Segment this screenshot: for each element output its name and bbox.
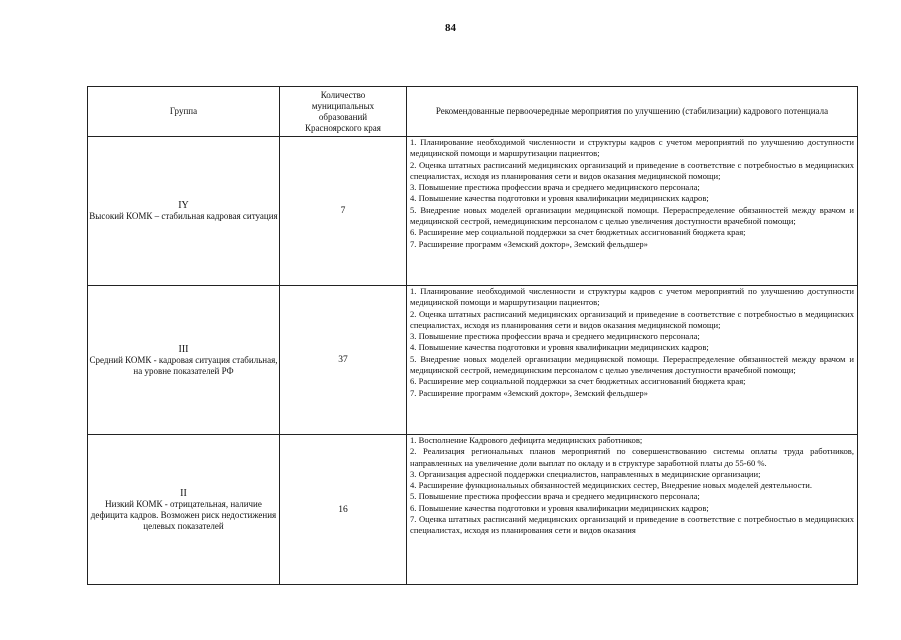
header-group: Группа (88, 87, 280, 137)
measure-item: 6. Расширение мер социальной поддержки за счет бюджетных ассигнований бюджета края; (410, 376, 746, 387)
table-row (88, 435, 858, 585)
measure-item: 5. Внедрение новых моделей организации медицинской помощи. Перераспределение обязанностей между врачом и медицинской сестрой, немедицинским персоналом с целью увеличения доступности врачебной помощи; (410, 204, 854, 227)
measure-item: 3. Организация адресной поддержки специалистов, направленных в медицинские организации; (410, 468, 761, 479)
group-roman: II (180, 487, 187, 499)
measure-item: 7. Расширение программ «Земский доктор», Земский фельдшер» (410, 387, 648, 398)
page-number: 84 (445, 22, 456, 34)
measure-item: 1. Планирование необходимой численности и структуры кадров с учетом мероприятий по улучшению доступности медицинской помощи и маршрутизации пациентов; (410, 137, 854, 159)
header-count: Количество муниципальных образований Красноярского края (280, 87, 407, 137)
group-cell (88, 137, 280, 286)
measure-item: 7. Оценка штатных расписаний медицинских организаций и приведение в соответствие с потребностью в медицинских специалистах, исходя из планирования сети и видов оказания (410, 514, 854, 536)
group-cell (88, 286, 280, 435)
measures-cell (407, 137, 858, 286)
group-roman: IY (178, 200, 189, 211)
header-measures: Рекомендованные первоочередные мероприятия по улучшению (стабилизации) кадрового потенциала (407, 87, 858, 137)
measure-item: 3. Повышение престижа профессии врача и среднего медицинского персонала; (410, 182, 700, 193)
table-row (88, 137, 858, 286)
group-roman: III (178, 343, 189, 355)
group-description: Низкий КОМК - отрицательная, наличие дефицита кадров. Возможен риск недостижения целевых показателей (90, 498, 277, 531)
measure-item: 2. Оценка штатных расписаний медицинских организаций и приведение в соответствие с потребностью в медицинских специалистах, исходя из планирования сети и видов оказания медицинской помощи; (410, 308, 854, 330)
group-description: Высокий КОМК – стабильная кадровая ситуация (89, 211, 278, 221)
measures-cell (407, 286, 858, 435)
measure-item: 7. Расширение программ «Земский доктор», Земский фельдшер» (410, 238, 648, 249)
measure-item: 1. Планирование необходимой численности и структуры кадров с учетом мероприятий по улучшению доступности медицинской помощи и маршрутизации пациентов; (410, 286, 854, 308)
group-cell (88, 435, 280, 585)
measure-item: 6. Повышение качества подготовки и уровня квалификации медицинских кадров; (410, 502, 709, 513)
table-header-row (88, 87, 858, 137)
count-cell: 7 (280, 137, 407, 286)
table-row (88, 286, 858, 435)
measure-item: 4. Повышение качества подготовки и уровня квалификации медицинских кадров; (410, 193, 709, 204)
measure-item: 1. Восполнение Кадрового дефицита медицинских работников; (410, 435, 643, 445)
measure-item: 6. Расширение мер социальной поддержки за счет бюджетных ассигнований бюджета края; (410, 227, 746, 238)
measure-item: 4. Расширение функциональных обязанностей медицинских сестер, Внедрение новых моделей деятельности. (410, 480, 812, 491)
count-cell: 37 (280, 286, 407, 435)
measure-item: 2. Реализация региональных планов мероприятий по совершенствованию системы оплаты труда работников, направленных на увеличение доли выплат по окладу и в структуре заработной платы до 55-60 %. (410, 446, 854, 468)
measure-item: 4. Повышение качества подготовки и уровня квалификации медицинских кадров; (410, 342, 709, 353)
group-description: Средний КОМК - кадровая ситуация стабильная, на уровне показателей РФ (89, 354, 278, 376)
measure-item: 5. Повышение престижа профессии врача и среднего медицинского персонала; (410, 491, 700, 502)
measures-table (87, 86, 858, 585)
measure-item: 2. Оценка штатных расписаний медицинских организаций и приведение в соответствие с потребностью в медицинских специалистах, исходя из планирования сети и видов оказания медицинской помощи; (410, 159, 854, 181)
measure-item: 5. Внедрение новых моделей организации медицинской помощи. Перераспределение обязанностей между врачом и медицинской сестрой, немедицинским персоналом с целью увеличения доступности врачебной помощи; (410, 353, 854, 376)
measures-cell (407, 435, 858, 585)
measure-item: 3. Повышение престижа профессии врача и среднего медицинского персонала; (410, 331, 700, 342)
count-cell: 16 (280, 435, 407, 585)
